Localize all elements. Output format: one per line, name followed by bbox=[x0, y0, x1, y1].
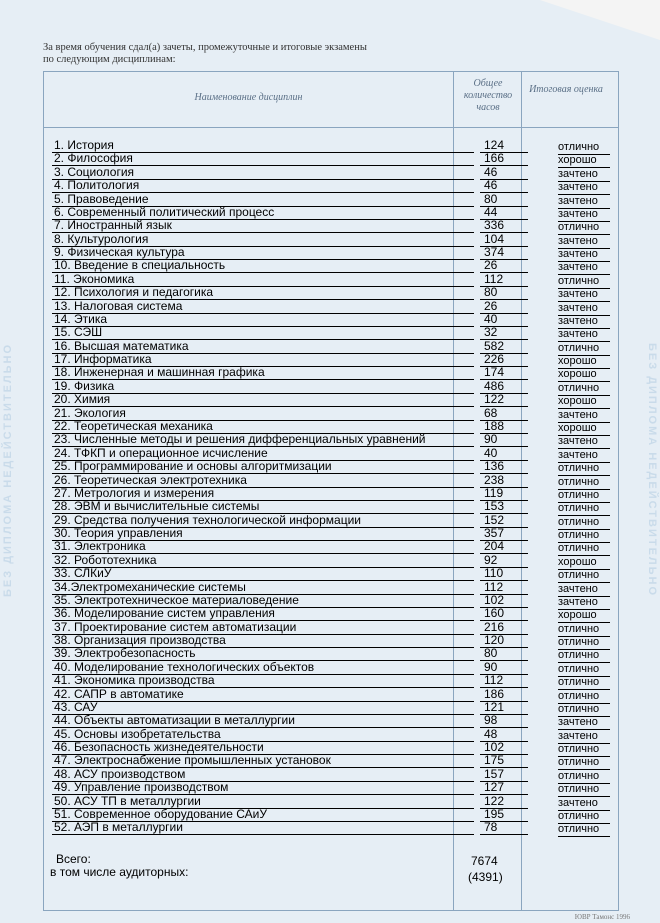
discipline-name: 13. Налоговая система bbox=[52, 299, 474, 314]
column-header-grade: Итоговая оценка bbox=[529, 84, 603, 95]
table-row bbox=[50, 312, 610, 326]
side-watermark-left: БЕЗ ДИПЛОМА НЕДЕЙСТВИТЕЛЬНО bbox=[2, 342, 14, 598]
discipline-name: 40. Моделирование технологических объектов bbox=[52, 660, 474, 675]
discipline-grade: хорошо bbox=[558, 367, 610, 382]
discipline-hours: 175 bbox=[480, 753, 528, 768]
discipline-hours: 40 bbox=[480, 446, 528, 461]
discipline-hours: 40 bbox=[480, 312, 528, 327]
discipline-grade: зачтено bbox=[558, 595, 610, 610]
discipline-hours: 486 bbox=[480, 379, 528, 394]
header-divider bbox=[44, 127, 618, 128]
discipline-hours: 374 bbox=[480, 245, 528, 260]
discipline-name: 31. Электроника bbox=[52, 539, 474, 554]
discipline-grade: зачтено bbox=[558, 434, 610, 449]
discipline-hours: 188 bbox=[480, 419, 528, 434]
discipline-name: 39. Электробезопасность bbox=[52, 646, 474, 661]
table-row bbox=[50, 365, 610, 379]
discipline-hours: 48 bbox=[480, 727, 528, 742]
discipline-hours: 121 bbox=[480, 700, 528, 715]
discipline-hours: 122 bbox=[480, 794, 528, 809]
table-row bbox=[50, 473, 610, 487]
discipline-grade: хорошо bbox=[558, 153, 610, 168]
discipline-name: 41. Экономика производства bbox=[52, 673, 474, 688]
table-row bbox=[50, 566, 610, 580]
discipline-hours: 112 bbox=[480, 673, 528, 688]
discipline-hours: 44 bbox=[480, 205, 528, 220]
table-row bbox=[50, 178, 610, 192]
discipline-name: 24. ТФКП и операционное исчисление bbox=[52, 446, 474, 461]
page-corner bbox=[540, 0, 660, 40]
discipline-name: 34.Электромеханические системы bbox=[52, 580, 474, 595]
discipline-name: 46. Безопасность жизнедеятельности bbox=[52, 740, 474, 755]
discipline-grade: отлично bbox=[558, 501, 610, 516]
discipline-grade: зачтено bbox=[558, 234, 610, 249]
discipline-name: 35. Электротехническое материаловедение bbox=[52, 593, 474, 608]
discipline-grade: отлично bbox=[558, 381, 610, 396]
discipline-hours: 80 bbox=[480, 285, 528, 300]
discipline-name: 50. АСУ ТП в металлургии bbox=[52, 794, 474, 809]
discipline-hours: 127 bbox=[480, 780, 528, 795]
discipline-grade: зачтено bbox=[558, 715, 610, 730]
discipline-name: 23. Численные методы и решения дифференциальных уравнений bbox=[52, 432, 474, 447]
discipline-hours: 238 bbox=[480, 473, 528, 488]
discipline-grade: отлично bbox=[558, 635, 610, 650]
discipline-name: 25. Программирование и основы алгоритмизации bbox=[52, 459, 474, 474]
discipline-grade: зачтено bbox=[558, 247, 610, 262]
discipline-hours: 119 bbox=[480, 486, 528, 501]
discipline-grade: отлично bbox=[558, 782, 610, 797]
table-row bbox=[50, 580, 610, 594]
discipline-grade: зачтено bbox=[558, 260, 610, 275]
table-row bbox=[50, 740, 610, 754]
discipline-hours: 136 bbox=[480, 459, 528, 474]
discipline-name: 29. Средства получения технологической информации bbox=[52, 513, 474, 528]
column-header-hours: Общее количество часов bbox=[463, 78, 513, 113]
discipline-name: 9. Физическая культура bbox=[52, 245, 474, 260]
discipline-grade: зачтено bbox=[558, 180, 610, 195]
table-row bbox=[50, 553, 610, 567]
discipline-hours: 226 bbox=[480, 352, 528, 367]
discipline-grade: отлично bbox=[558, 755, 610, 770]
table-row bbox=[50, 245, 610, 259]
table-row bbox=[50, 165, 610, 179]
discipline-grade: зачтено bbox=[558, 796, 610, 811]
discipline-hours: 92 bbox=[480, 553, 528, 568]
discipline-hours: 110 bbox=[480, 566, 528, 581]
discipline-hours: 104 bbox=[480, 232, 528, 247]
table-row bbox=[50, 392, 610, 406]
discipline-grade: хорошо bbox=[558, 354, 610, 369]
table-row bbox=[50, 633, 610, 647]
discipline-name: 22. Теоретическая механика bbox=[52, 419, 474, 434]
discipline-grade: отлично bbox=[558, 622, 610, 637]
discipline-grade: зачтено bbox=[558, 301, 610, 316]
table-row bbox=[50, 499, 610, 513]
discipline-grade: зачтено bbox=[558, 194, 610, 209]
discipline-name: 5. Правоведение bbox=[52, 192, 474, 207]
table-row bbox=[50, 687, 610, 701]
discipline-name: 7. Иностранный язык bbox=[52, 218, 474, 233]
discipline-grade: хорошо bbox=[558, 421, 610, 436]
table-row bbox=[50, 606, 610, 620]
discipline-hours: 204 bbox=[480, 539, 528, 554]
header-line-1: За время обучения сдал(а) зачеты, промежуточные и итоговые экзамены bbox=[43, 42, 367, 53]
discipline-grade: зачтено bbox=[558, 207, 610, 222]
table-row bbox=[50, 459, 610, 473]
discipline-name: 38. Организация производства bbox=[52, 633, 474, 648]
discipline-grade: отлично bbox=[558, 475, 610, 490]
discipline-grade: отлично bbox=[558, 528, 610, 543]
table-row bbox=[50, 593, 610, 607]
discipline-grade: отлично bbox=[558, 662, 610, 677]
discipline-grade: отлично bbox=[558, 675, 610, 690]
discipline-name: 49. Управление производством bbox=[52, 780, 474, 795]
table-row bbox=[50, 513, 610, 527]
table-row bbox=[50, 700, 610, 714]
discipline-grade: зачтено bbox=[558, 448, 610, 463]
total-label: Всего: bbox=[56, 852, 91, 866]
discipline-grade: отлично bbox=[558, 809, 610, 824]
discipline-hours: 80 bbox=[480, 192, 528, 207]
discipline-grade: отлично bbox=[558, 341, 610, 356]
discipline-hours: 357 bbox=[480, 526, 528, 541]
discipline-name: 2. Философия bbox=[52, 151, 474, 166]
table-row bbox=[50, 753, 610, 767]
discipline-hours: 166 bbox=[480, 151, 528, 166]
discipline-grade: зачтено bbox=[558, 408, 610, 423]
table-row bbox=[50, 352, 610, 366]
discipline-name: 14. Этика bbox=[52, 312, 474, 327]
discipline-hours: 90 bbox=[480, 660, 528, 675]
discipline-grade: отлично bbox=[558, 140, 610, 155]
table-row bbox=[50, 486, 610, 500]
discipline-grade: зачтено bbox=[558, 314, 610, 329]
discipline-name: 8. Культурология bbox=[52, 232, 474, 247]
discipline-hours: 26 bbox=[480, 258, 528, 273]
discipline-grade: отлично bbox=[558, 220, 610, 235]
discipline-name: 51. Современное оборудование САиУ bbox=[52, 807, 474, 822]
discipline-name: 21. Экология bbox=[52, 406, 474, 421]
discipline-hours: 32 bbox=[480, 325, 528, 340]
discipline-hours: 26 bbox=[480, 299, 528, 314]
discipline-name: 6. Современный политический процесс bbox=[52, 205, 474, 220]
table-row bbox=[50, 673, 610, 687]
discipline-grade: хорошо bbox=[558, 394, 610, 409]
table-row bbox=[50, 192, 610, 206]
discipline-name: 17. Информатика bbox=[52, 352, 474, 367]
discipline-grade: хорошо bbox=[558, 608, 610, 623]
discipline-hours: 98 bbox=[480, 713, 528, 728]
discipline-grade: зачтено bbox=[558, 167, 610, 182]
discipline-hours: 157 bbox=[480, 767, 528, 782]
discipline-hours: 216 bbox=[480, 620, 528, 635]
table-row bbox=[50, 406, 610, 420]
discipline-name: 36. Моделирование систем управления bbox=[52, 606, 474, 621]
table-row bbox=[50, 539, 610, 553]
discipline-hours: 122 bbox=[480, 392, 528, 407]
discipline-name: 43. САУ bbox=[52, 700, 474, 715]
discipline-name: 10. Введение в специальность bbox=[52, 258, 474, 273]
side-watermark-right: БЕЗ ДИПЛОМА НЕДЕЙСТВИТЕЛЬНО bbox=[646, 342, 658, 598]
discipline-grade: зачтено bbox=[558, 582, 610, 597]
discipline-grade: хорошо bbox=[558, 555, 610, 570]
discipline-name: 26. Теоретическая электротехника bbox=[52, 473, 474, 488]
discipline-hours: 90 bbox=[480, 432, 528, 447]
discipline-name: 11. Экономика bbox=[52, 272, 474, 287]
table-row bbox=[50, 660, 610, 674]
discipline-grade: зачтено bbox=[558, 729, 610, 744]
table-row bbox=[50, 419, 610, 433]
table-row bbox=[50, 780, 610, 794]
table-row bbox=[50, 138, 610, 152]
discipline-name: 30. Теория управления bbox=[52, 526, 474, 541]
discipline-name: 3. Социология bbox=[52, 165, 474, 180]
total-value: 7674 bbox=[471, 854, 498, 868]
discipline-name: 15. СЭШ bbox=[52, 325, 474, 340]
discipline-hours: 153 bbox=[480, 499, 528, 514]
discipline-grade: отлично bbox=[558, 568, 610, 583]
discipline-hours: 336 bbox=[480, 218, 528, 233]
discipline-hours: 46 bbox=[480, 165, 528, 180]
discipline-hours: 46 bbox=[480, 178, 528, 193]
discipline-name: 16. Высшая математика bbox=[52, 339, 474, 354]
table-row bbox=[50, 285, 610, 299]
table-row bbox=[50, 379, 610, 393]
discipline-name: 28. ЭВМ и вычислительные системы bbox=[52, 499, 474, 514]
table-row bbox=[50, 820, 610, 834]
discipline-name: 45. Основы изобретательства bbox=[52, 727, 474, 742]
discipline-name: 52. АЭП в металлургии bbox=[52, 820, 474, 835]
discipline-hours: 152 bbox=[480, 513, 528, 528]
discipline-hours: 195 bbox=[480, 807, 528, 822]
table-row bbox=[50, 620, 610, 634]
discipline-grade: отлично bbox=[558, 515, 610, 530]
discipline-name: 33. СЛКиУ bbox=[52, 566, 474, 581]
discipline-grade: отлично bbox=[558, 274, 610, 289]
table-row bbox=[50, 272, 610, 286]
table-row bbox=[50, 218, 610, 232]
discipline-name: 32. Робототехника bbox=[52, 553, 474, 568]
discipline-name: 18. Инженерная и машинная графика bbox=[52, 365, 474, 380]
discipline-hours: 112 bbox=[480, 580, 528, 595]
table-row bbox=[50, 325, 610, 339]
discipline-grade: отлично bbox=[558, 541, 610, 556]
discipline-hours: 102 bbox=[480, 593, 528, 608]
table-row bbox=[50, 339, 610, 353]
discipline-name: 19. Физика bbox=[52, 379, 474, 394]
header-line-2: по следующим дисциплинам: bbox=[43, 54, 176, 65]
document-header bbox=[43, 42, 463, 66]
discipline-grade: отлично bbox=[558, 742, 610, 757]
table-row bbox=[50, 232, 610, 246]
table-row bbox=[50, 727, 610, 741]
discipline-name: 27. Метрология и измерения bbox=[52, 486, 474, 501]
discipline-grade: отлично bbox=[558, 488, 610, 503]
table-row bbox=[50, 794, 610, 808]
table-row bbox=[50, 151, 610, 165]
discipline-hours: 160 bbox=[480, 606, 528, 621]
discipline-hours: 582 bbox=[480, 339, 528, 354]
auditory-label: в том числе аудиторных: bbox=[50, 865, 189, 879]
table-row bbox=[50, 205, 610, 219]
discipline-grade: отлично bbox=[558, 689, 610, 704]
table-row bbox=[50, 767, 610, 781]
table-row bbox=[50, 258, 610, 272]
discipline-hours: 112 bbox=[480, 272, 528, 287]
discipline-name: 47. Электроснабжение промышленных установок bbox=[52, 753, 474, 768]
discipline-hours: 102 bbox=[480, 740, 528, 755]
discipline-name: 12. Психология и педагогика bbox=[52, 285, 474, 300]
discipline-name: 1. История bbox=[52, 138, 474, 153]
discipline-grade: отлично bbox=[558, 648, 610, 663]
table-row bbox=[50, 299, 610, 313]
table-row bbox=[50, 432, 610, 446]
discipline-hours: 120 bbox=[480, 633, 528, 648]
discipline-name: 4. Политология bbox=[52, 178, 474, 193]
auditory-value: (4391) bbox=[468, 870, 503, 884]
discipline-grade: зачтено bbox=[558, 287, 610, 302]
discipline-grade: отлично bbox=[558, 769, 610, 784]
discipline-hours: 124 bbox=[480, 138, 528, 153]
discipline-hours: 186 bbox=[480, 687, 528, 702]
discipline-name: 20. Химия bbox=[52, 392, 474, 407]
table-row bbox=[50, 713, 610, 727]
discipline-grade: зачтено bbox=[558, 327, 610, 342]
discipline-hours: 174 bbox=[480, 365, 528, 380]
table-row bbox=[50, 526, 610, 540]
discipline-name: 42. САПР в автоматике bbox=[52, 687, 474, 702]
discipline-hours: 80 bbox=[480, 646, 528, 661]
discipline-hours: 78 bbox=[480, 820, 528, 835]
discipline-grade: отлично bbox=[558, 822, 610, 837]
table-row bbox=[50, 807, 610, 821]
discipline-grade: отлично bbox=[558, 702, 610, 717]
discipline-hours: 68 bbox=[480, 406, 528, 421]
print-footnote: ЮВР Тамонс 1996 bbox=[574, 913, 630, 921]
table-row bbox=[50, 646, 610, 660]
discipline-name: 48. АСУ производством bbox=[52, 767, 474, 782]
table-row bbox=[50, 446, 610, 460]
discipline-grade: отлично bbox=[558, 461, 610, 476]
discipline-name: 44. Объекты автоматизации в металлургии bbox=[52, 713, 474, 728]
column-header-name: Наименование дисциплин bbox=[194, 92, 303, 103]
discipline-name: 37. Проектирование систем автоматизации bbox=[52, 620, 474, 635]
